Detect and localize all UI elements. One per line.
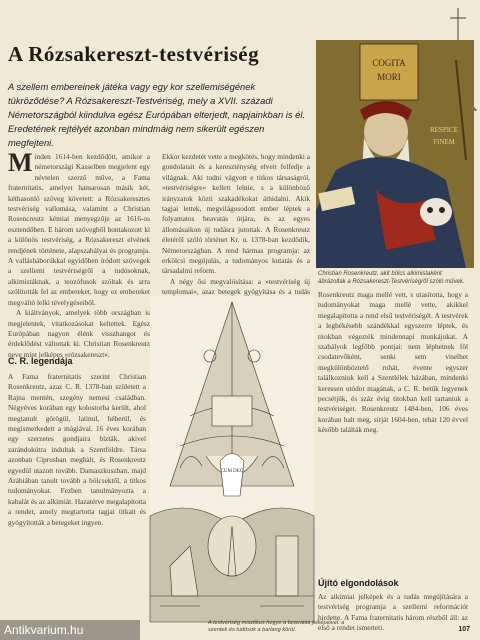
painting-inscription: COGITA: [372, 58, 406, 68]
paragraph: Ekkor kezdetét vette a megkötés, hogy mindenki a gondolatait és a kereszténység elveit felfedje a világnak. Aki tudni vágyott e titkos társaságról, »testvériségre« kellett lelnie, s a különböző irányzatok közti szakadékokat áthidalni. Akik tagjai lettek, megvilágosodott ember léptek a folyamatos beavatás útjára, és az egyes állomásaikon új tudásra jutottak. A Rosenkreutz életéről szóló történet Kr. u. 1378-ban kezdődik, Németországban. A rend hármas programja: az erkölcsi megújulás, a tudományos kutatás és a társadalmi reform.: [162, 152, 310, 276]
article-title: A Rózsakereszt-testvériség: [8, 42, 260, 66]
article-lead: A szellem embereinek játéka vagy egy kor szellemiségének tükröződése? A Rózsakereszt-Testvériség, mely a XVII. századi Németországból kiindulva egész Európában elterjedt, napjainkban is él. Eredetének rejtélyét azonban mindmáig nem sikerült egészen megfejteni.: [8, 81, 306, 148]
engraving-label: CUM DEO: [220, 469, 244, 474]
engraving-illustration: [150, 296, 314, 622]
column-3-text: Rosenkreutz maga mellé vett, s utasította, hogy a tudományokat maga mellé vette, akikkel megalapította a rend első testvériségét. A testvérek a legbékésebb szándékkal egyszerre léptek, és titokban végezték mindennapi munkájukat. A szabályok legfőbb pontjai: nem léphetnek föl csodatevőként, senki sem viselhet megkülönböztető ruhát, évente egyszer találkozniuk kell a Szentlélek házában, mindenki keressen utódot magának, a C. R. betűk legyenek pecsétjük, és száz évig titokban kell tartaniuk a testvériséget. Rosenkreutz 1484-ben, 106 éves korában halt meg, sírját 1604-ben, tehát 120 évvel később találták meg.: [318, 290, 468, 435]
painting-inscription: MORI: [377, 72, 401, 82]
paragraph: A négy ősi megvalósítása: a »testvériség új templomai«, azaz betegek gyógyítása és a tudás: [162, 276, 310, 297]
painting-caption: Christian Rosenkreutz, akit bölcs alkimistaként ábrázoltak a Rózsakereszt-Testvériségről szóló művek.: [318, 271, 465, 285]
painting-inscription: RESPICE: [429, 126, 459, 134]
paragraph: inden 1614-ben kezdődött, amikor a németországi Kasselben megjelent egy névtelen szerző műve, a Fama fraternitatis, amelyet hamarosan másik két, kéthasonló szöveg követett: a Rózsakeresztes testvériség vallomása, valamint a Christian Rosencreutz kémiai menyegzője az 1616-os esztendőben. E három szövegből bontakozott ki a különös testvériség, a Rózsakereszt elvének rendjének története, alapszabályai és programja. A vallásháborúkkal egyidőben íródott szövegek a szellemi testvériségről a tudósoknak, alkimistáknak, a teozófusok szóltak és arra szólították fel az embereket, hogy ez embereket megváltó lelki tévelygéseiből.: [8, 152, 150, 307]
painting-illustration: [316, 40, 474, 268]
column-2-text: [162, 152, 310, 297]
drop-cap: M: [8, 148, 33, 177]
column-1-text: [8, 148, 150, 359]
column-3-lower-text: Az alkímiai jelképek és a tudás megújítására a testvériség programja a szellemi reformációt hirdette. A Fama fraternitatis három részből áll: az első a rendet ismerteti.: [318, 592, 468, 633]
mystic-mountain-engraving: [150, 296, 314, 622]
watermark: Antikvarium.hu: [0, 620, 140, 640]
subheading-innovations: Újító elgondolások: [318, 578, 399, 588]
engraving-caption: A testvériség misztikus hegye a beavatás jelképeivel: a szentek és tudósok a barlang körül.: [208, 620, 345, 633]
rosenkreutz-painting: [316, 40, 474, 268]
painting-inscription: FINEM: [433, 138, 455, 146]
paragraph: A kiáltványok, amelyek több országban is megjelentek, vitatkozásokat keltettek. Egész Európában nagyon élénk visszhangot és érdeklődést váltottak ki. Christian Rosenkreutz neve mint jelképes »rózsakereszt«.: [8, 308, 150, 359]
column-1-lower-text: A Fama fraternitatis szerint Christian Rosenkreutz, azaz C. R. 1378-ban született a Rajna mentén, szegény nemesi családban. Négyéves korában egy kolostorba került, ahol megtanult görögül, latinul, héberül, és megismerkedett a mágiával. 16 éves korában egy szerzetes gondjaira bízták, akivel zarándokútra indultak a Szentföldre. Társa azonban Ciprusban meghalt, és Rosenkreutz egyedül utazott tovább. Damaszkuszban, majd Arábiában tanult tovább a bölcsektől, a titkos tudományokat. Fezben tanulmányozta a kabalát és az alkímiát. Hazatérve megalapította a rendet, amely megtartotta tagjai titkait és gyógyították a betegeket ingyen.: [8, 372, 146, 527]
subheading-legend: C. R. legendája: [8, 356, 73, 366]
page-number: 107: [458, 626, 470, 633]
